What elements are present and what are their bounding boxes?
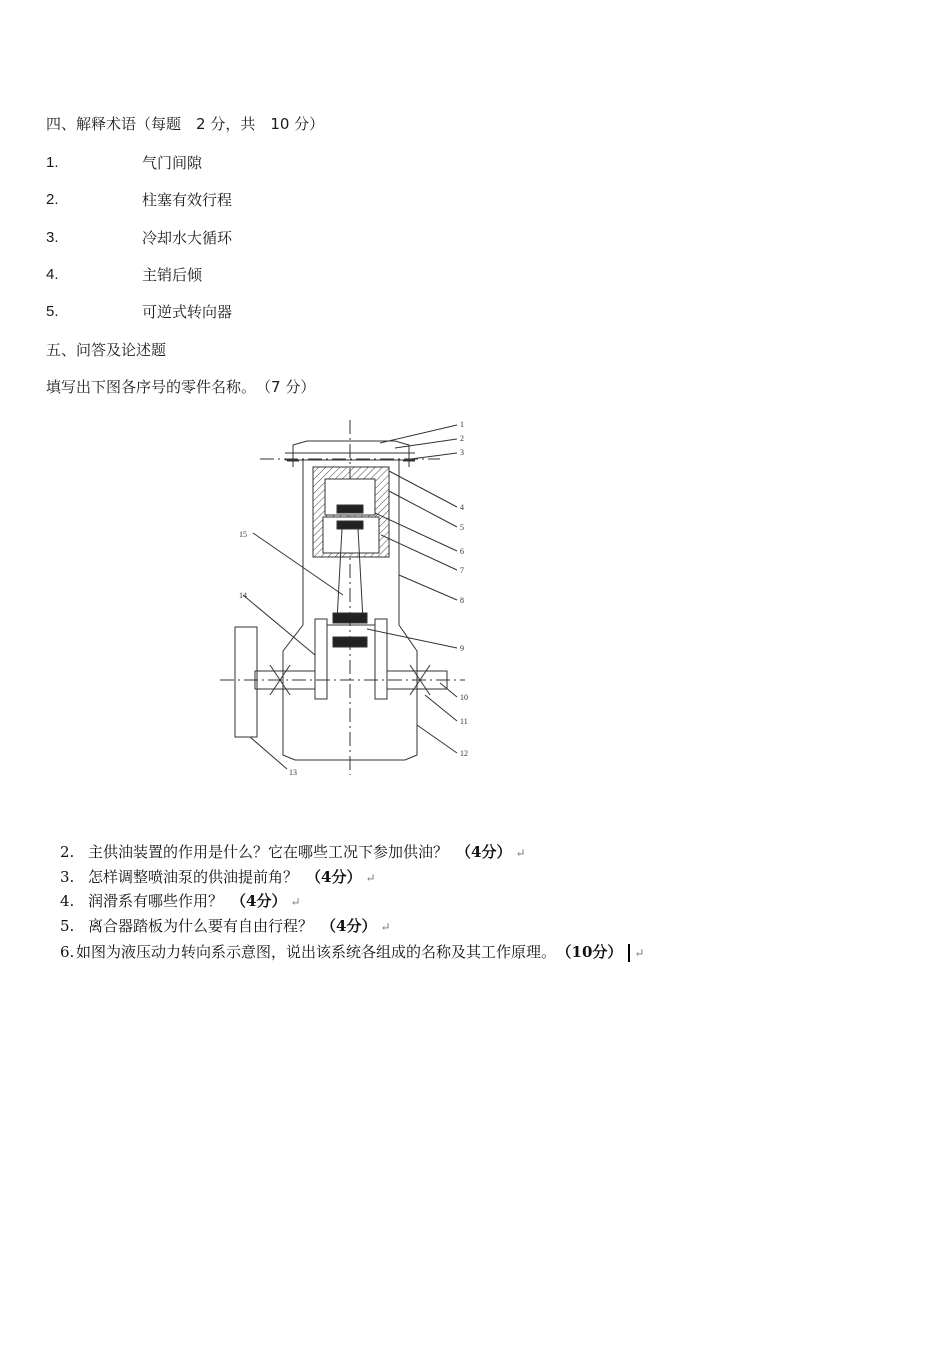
term-number: 5.	[46, 303, 59, 320]
term-number: 2.	[46, 191, 59, 208]
question-points: （4分）	[456, 843, 512, 861]
return-mark: ↵	[380, 920, 391, 934]
part-label: 15	[239, 530, 247, 539]
term-text: 可逆式转向器	[142, 303, 233, 321]
part-label: 13	[289, 768, 297, 777]
question-number: 5.	[60, 917, 75, 935]
question-text: 离合器踏板为什么要有自由行程？	[88, 917, 314, 935]
question-1: 填写出下图各序号的零件名称。 （7 分）	[46, 378, 316, 396]
part-label: 14	[239, 591, 247, 600]
part-label: 3	[460, 448, 464, 457]
question-points: （4分）	[306, 868, 362, 886]
question-5	[60, 915, 391, 938]
question-text: 如图为液压动力转向系示意图，说出该系统各组成的名称及其工作原理。	[76, 943, 557, 961]
question-points: （4分）	[321, 917, 377, 935]
part-label: 8	[460, 596, 464, 605]
question-text: 怎样调整喷油泵的供油提前角？	[88, 868, 299, 886]
part-label: 1	[460, 420, 464, 429]
part-label: 9	[460, 644, 464, 653]
part-label: 7	[460, 566, 464, 575]
question-number: 6.	[60, 943, 75, 961]
engine-diagram-svg	[215, 415, 485, 785]
return-mark: ↵	[365, 871, 376, 885]
question-number: 2.	[60, 843, 75, 861]
part-label: 4	[460, 503, 464, 512]
part-label: 5	[460, 523, 464, 532]
part-label: 12	[460, 749, 468, 758]
question-3	[60, 866, 376, 889]
term-text: 主销后倾	[142, 266, 203, 284]
question-2	[60, 841, 526, 864]
part-label: 2	[460, 434, 464, 443]
part-label: 10	[460, 693, 468, 702]
term-number: 4.	[46, 266, 59, 283]
text-cursor	[628, 944, 630, 962]
term-text: 柱塞有效行程	[142, 191, 233, 209]
question-text: 主供油装置的作用是什么？它在哪些工况下参加供油？	[88, 843, 449, 861]
part-label: 11	[460, 717, 468, 726]
term-text: 冷却水大循环	[142, 229, 233, 247]
return-mark: ↵	[634, 946, 645, 960]
part-label: 6	[460, 547, 464, 556]
question-points: （10分）	[564, 943, 623, 961]
return-mark: ↵	[290, 895, 301, 909]
section4-title: 四、解释术语（每题 2 分，共 10 分）	[46, 115, 325, 133]
term-number: 1.	[46, 154, 59, 171]
term-text: 气门间隙	[142, 154, 203, 172]
return-mark: ↵	[515, 846, 526, 860]
question-6	[60, 941, 644, 964]
question-number: 3.	[60, 868, 75, 886]
term-number: 3.	[46, 229, 59, 246]
question-number: 4.	[60, 892, 75, 910]
section5-title: 五、问答及论述题	[46, 341, 167, 359]
question-points: （4分）	[231, 892, 287, 910]
question-text: 润滑系有哪些作用？	[88, 892, 224, 910]
question-4	[60, 890, 301, 913]
engine-diagram	[215, 415, 485, 785]
